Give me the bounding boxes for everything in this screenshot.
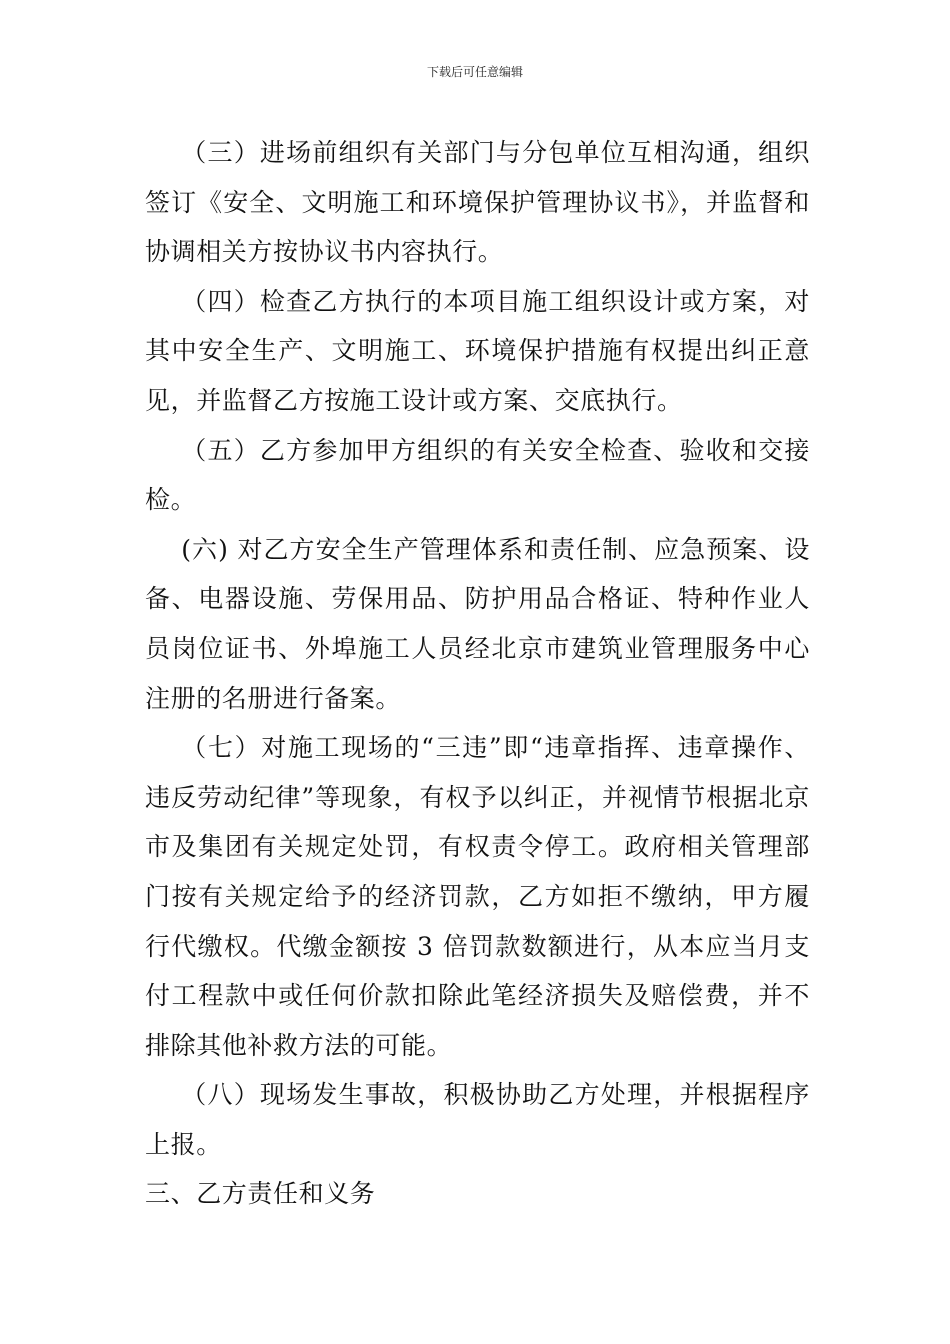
paragraph-8: （八）现场发生事故，积极协助乙方处理，并根据程序上报。: [145, 1080, 810, 1159]
paragraph-7: （七）对施工现场的“三违”即“违章指挥、违章操作、违反劳动纪律”等现象，有权予以纠正，并视情节根据北京市及集团有关规定处罚，有权责令停工。政府相关管理部门按有关规定给予的经济罚款，乙方如拒不缴纳，甲方履行代缴权。代缴金额按 3 倍罚款数额进行，从本应当月支付工程款中或任何价款扣除此笔经济损失及赔偿费，并不排除其他补救方法的可能。: [145, 733, 810, 1060]
paragraph-4: （四）检查乙方执行的本项目施工组织设计或方案，对其中安全生产、文明施工、环境保护措施有权提出纠正意见，并监督乙方按施工设计或方案、交底执行。: [145, 286, 810, 415]
paragraph-6: (六) 对乙方安全生产管理体系和责任制、应急预案、设备、电器设施、劳保用品、防护用品合格证、特种作业人员岗位证书、外埠施工人员经北京市建筑业管理服务中心注册的名册进行备案。: [145, 534, 810, 713]
paragraph-3: （三）进场前组织有关部门与分包单位互相沟通，组织签订《安全、文明施工和环境保护管理协议书》，并监督和协调相关方按协议书内容执行。: [145, 138, 810, 267]
page-header: 下载后可任意编辑: [426, 65, 523, 79]
section-heading: 三、乙方责任和义务: [145, 1179, 376, 1209]
document-body: [145, 128, 810, 1219]
paragraph-5: （五）乙方参加甲方组织的有关安全检查、验收和交接检。: [145, 435, 810, 515]
